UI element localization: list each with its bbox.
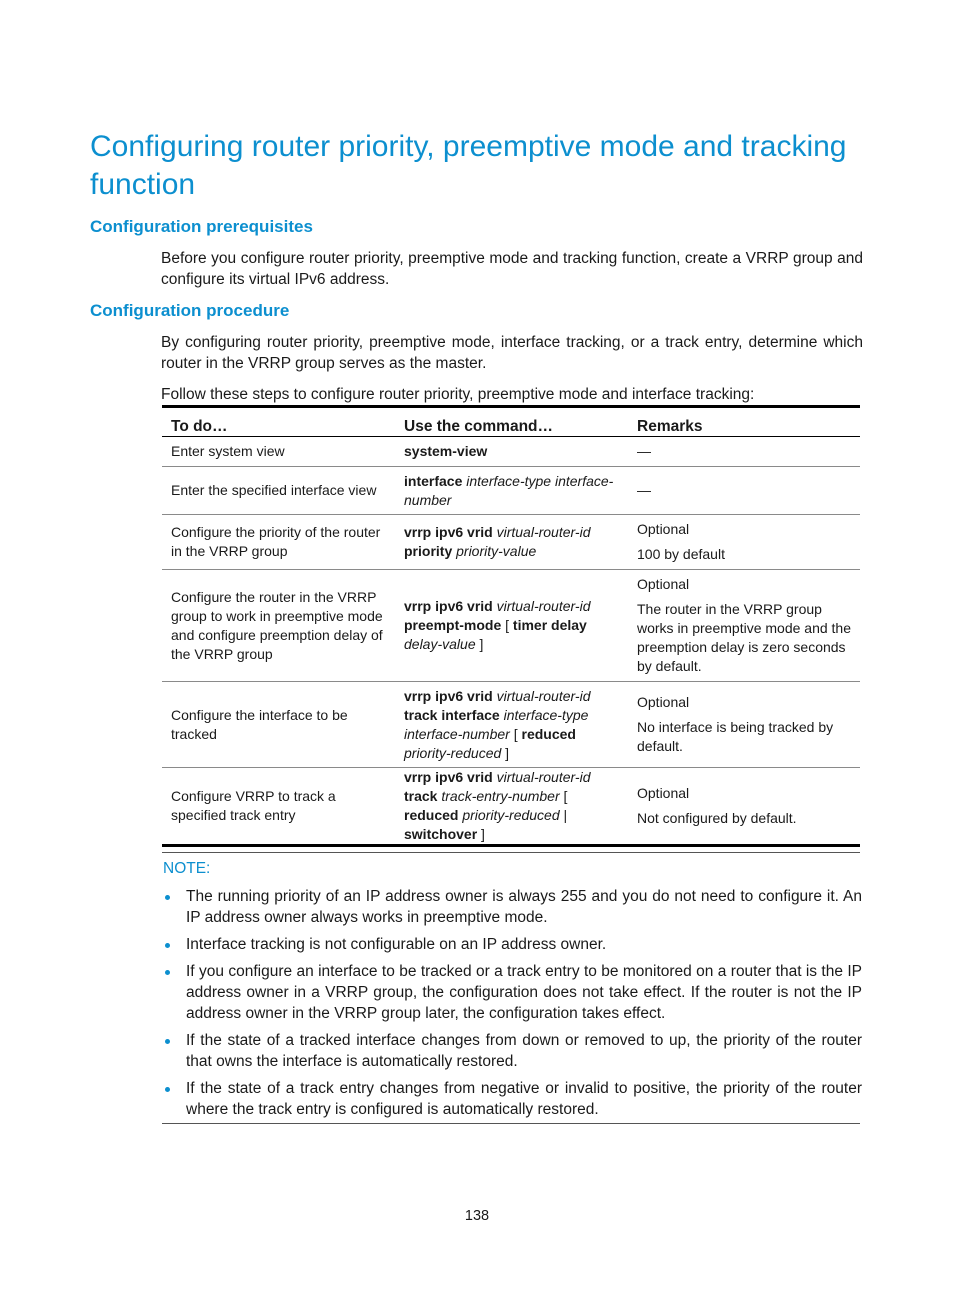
todo-cell: Enter the specified interface view xyxy=(162,467,395,515)
command-cell xyxy=(395,467,628,515)
command-cell xyxy=(395,682,628,768)
page-number: 138 xyxy=(464,1208,490,1224)
remark-line: — xyxy=(637,443,651,459)
command-keyword: reduced xyxy=(521,725,576,742)
note-item xyxy=(162,934,862,955)
command-keyword: switchover xyxy=(404,826,478,842)
command-argument: interface-type interface-number xyxy=(404,472,614,508)
note-item xyxy=(162,1078,862,1120)
command-argument: priority-value xyxy=(456,543,537,559)
procedure-heading: Configuration procedure xyxy=(90,301,290,320)
command-keyword: timer delay xyxy=(512,617,587,633)
remarks-cell xyxy=(628,682,860,768)
command-keyword: reduced xyxy=(404,807,459,823)
table-header-row xyxy=(162,407,860,437)
command-argument: virtual-router-id xyxy=(496,598,591,614)
table-body xyxy=(162,437,860,846)
remark-line: — xyxy=(637,482,651,498)
todo-cell: Configure the interface to be tracked xyxy=(162,682,395,768)
steps-intro: Follow these steps to configure router priority, preemptive mode and interface tracking: xyxy=(161,386,755,403)
command-keyword: system-view xyxy=(404,443,488,459)
command-cell xyxy=(395,570,628,682)
note-item-text: If the state of a track entry changes from negative or invalid to positive, the priority of the router where the track entry is configured is automatically restored. xyxy=(186,1080,862,1118)
command-text: [ xyxy=(509,725,522,742)
note-label: NOTE: xyxy=(163,860,211,877)
command-argument: virtual-router-id xyxy=(496,524,591,540)
note-item-text: Interface tracking is not configurable on an IP address owner. xyxy=(186,936,607,953)
command-argument: priority-reduced xyxy=(462,807,560,823)
command-text: ] xyxy=(501,744,510,761)
command-cell xyxy=(395,768,628,846)
command-keyword: preempt-mode xyxy=(404,617,502,633)
remarks-cell xyxy=(628,437,860,467)
command-argument: track-entry-number xyxy=(441,788,560,804)
command-text: | xyxy=(559,807,568,823)
header-command: Use the command… xyxy=(395,407,628,437)
command-keyword: vrrp ipv6 vrid xyxy=(404,524,493,540)
prerequisites-text: Before you configure router priority, preemptive mode and tracking function, create a VRRP group and configure its virtual IPv6 address. xyxy=(161,250,863,288)
remarks-cell xyxy=(628,515,860,570)
header-remarks: Remarks xyxy=(628,407,860,437)
command-cell xyxy=(395,515,628,570)
command-keyword: track interface xyxy=(404,706,500,723)
table-row xyxy=(162,515,860,570)
todo-cell: Configure the router in the VRRP group to work in preemptive mode and configure preemption delay of the VRRP group xyxy=(162,570,395,682)
table-row xyxy=(162,467,860,515)
note-bottom-rule xyxy=(162,1123,860,1124)
command-argument: virtual-router-id xyxy=(496,769,591,785)
remarks-cell xyxy=(628,768,860,846)
remark-line: The router in the VRRP group works in preemptive mode and the preemption delay is zero seconds by default. xyxy=(637,601,851,674)
todo-cell: Enter system view xyxy=(162,437,395,467)
bullet-icon xyxy=(165,1039,170,1044)
procedure-text: By configuring router priority, preemptive mode, interface tracking, or a track entry, determine which router in the VRRP group serves as the master. xyxy=(161,334,863,372)
bullet-icon xyxy=(165,895,170,900)
command-keyword: track xyxy=(404,788,438,804)
command-table xyxy=(162,405,860,847)
command-keyword: vrrp ipv6 vrid xyxy=(404,769,493,785)
remark-line: Optional xyxy=(637,576,690,592)
command-argument: priority-reduced xyxy=(404,744,502,761)
page-title: Configuring router priority, preemptive mode and tracking function xyxy=(90,130,847,201)
note-item xyxy=(162,1030,862,1072)
prerequisites-heading: Configuration prerequisites xyxy=(90,217,313,236)
note-item xyxy=(162,961,862,1024)
note-top-rule xyxy=(162,852,860,853)
command-keyword: vrrp ipv6 vrid xyxy=(404,687,493,704)
remarks-cell xyxy=(628,467,860,515)
command-text: [ xyxy=(559,788,568,804)
remarks-cell xyxy=(628,570,860,682)
command-keyword: vrrp ipv6 vrid xyxy=(404,598,493,614)
note-item-text: The running priority of an IP address owner is always 255 and you do not need to configure it. An IP address owner always works in preemptive mode. xyxy=(186,888,862,926)
remark-line: Optional xyxy=(637,785,690,801)
header-todo: To do… xyxy=(162,407,395,437)
note-item-text: If the state of a tracked interface changes from down or removed to up, the priority of the router that owns the interface is automatically restored. xyxy=(186,1032,862,1070)
bullet-icon xyxy=(165,1087,170,1092)
todo-cell: Configure VRRP to track a specified track entry xyxy=(162,768,395,846)
command-text: [ xyxy=(501,617,513,633)
command-keyword: interface xyxy=(404,472,463,489)
command-argument: delay-value xyxy=(404,636,476,652)
note-item xyxy=(162,886,862,928)
command-text: ] xyxy=(477,826,485,842)
table-row xyxy=(162,682,860,768)
table-row xyxy=(162,768,860,846)
command-cell xyxy=(395,437,628,467)
command-text: ] xyxy=(475,636,484,652)
command-argument: virtual-router-id xyxy=(496,687,591,704)
table-row xyxy=(162,437,860,467)
remark-line: No interface is being tracked by default. xyxy=(637,719,834,754)
remark-line: 100 by default xyxy=(637,546,725,562)
note-item-text: If you configure an interface to be tracked or a track entry to be monitored on a router that is the IP address owner in a VRRP group, the configuration does not take effect. If the router is not the IP address owner in the VRRP group later, the configuration takes effect. xyxy=(186,963,862,1022)
command-argument: interface-type interface-number xyxy=(404,706,589,742)
remark-line: Optional xyxy=(637,694,690,710)
todo-cell: Configure the priority of the router in the VRRP group xyxy=(162,515,395,570)
note-list xyxy=(162,886,862,1126)
command-keyword: priority xyxy=(404,543,453,559)
table-row xyxy=(162,570,860,682)
remark-line: Not configured by default. xyxy=(637,810,797,826)
bullet-icon xyxy=(165,970,170,975)
remark-line: Optional xyxy=(637,521,690,537)
bullet-icon xyxy=(165,943,170,948)
